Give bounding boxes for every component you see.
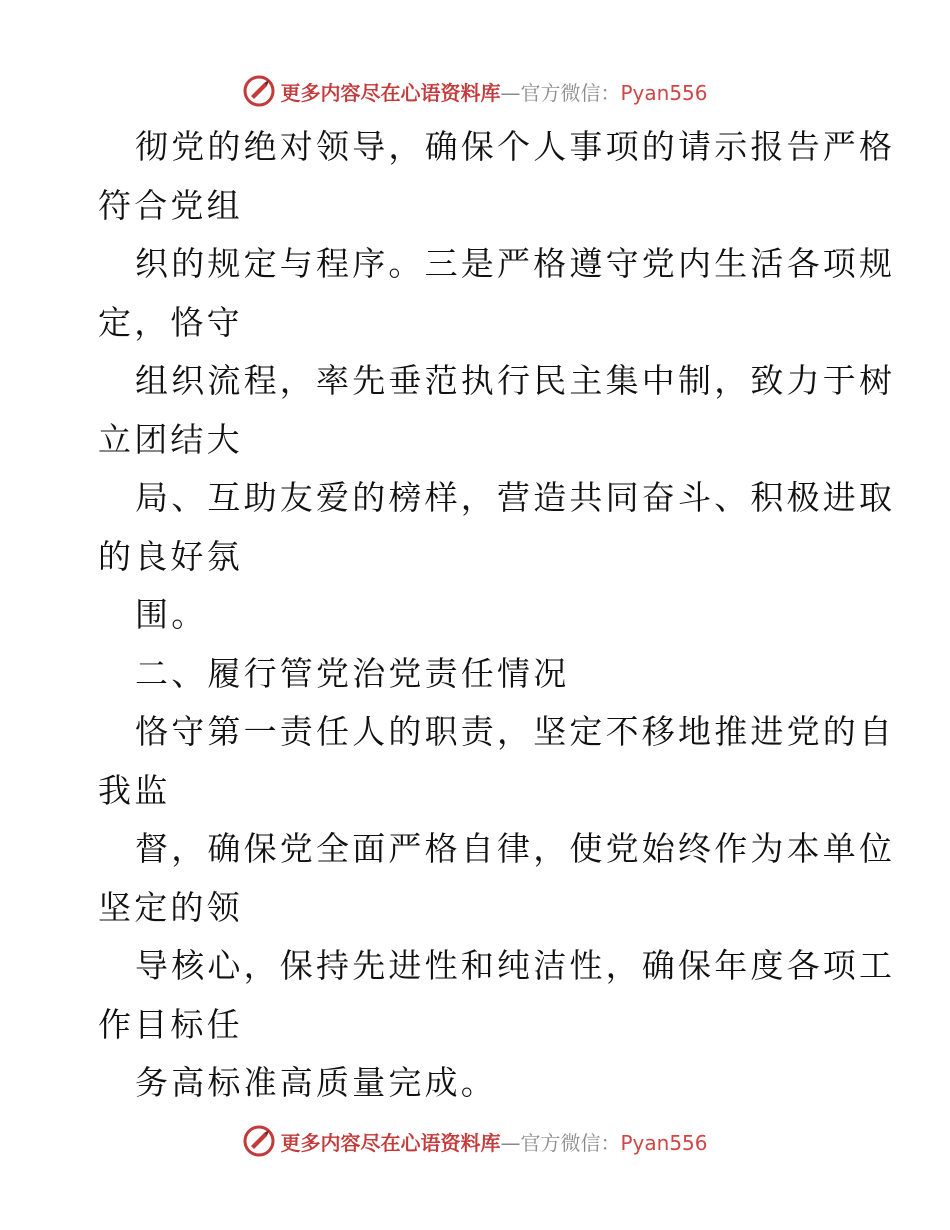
text-line: 围。 — [135, 595, 208, 634]
text-line: 务高标准高质量完成。 — [135, 1063, 497, 1102]
text-line: 作目标任 — [98, 1005, 243, 1044]
watermark-label: 官方微信： — [520, 1130, 621, 1155]
text-line: 立团结大 — [98, 420, 243, 459]
footer-watermark — [0, 1121, 950, 1161]
brand-logo-icon — [242, 1124, 276, 1158]
text-line: 督，确保党全面严格自律，使党始终作为本单位 — [135, 829, 896, 868]
text-line: 坚定的领 — [98, 888, 243, 927]
text-line: 导核心，保持先进性和纯洁性，确保年度各项工 — [135, 946, 896, 985]
watermark-brand: 更多内容尽在心语资料库 — [280, 80, 501, 105]
text-line: 的良好氛 — [98, 537, 243, 576]
watermark-wechat-id: Pyan556 — [620, 80, 708, 105]
text-line: 织的规定与程序。三是严格遵守党内生活各项规 — [135, 244, 896, 283]
watermark-text — [280, 77, 707, 106]
brand-logo-icon — [242, 74, 276, 108]
watermark-brand: 更多内容尽在心语资料库 — [280, 1130, 501, 1155]
text-line: 局、互助友爱的榜样，营造共同奋斗、积极进取 — [135, 478, 896, 517]
text-line: 定，恪守 — [98, 303, 243, 342]
text-line: 组织流程，率先垂范执行民主集中制，致力于树 — [135, 361, 896, 400]
watermark-label: 官方微信： — [520, 80, 621, 105]
text-line: 彻党的绝对领导，确保个人事项的请示报告严格 — [135, 127, 896, 166]
watermark-text — [280, 1127, 707, 1156]
section-heading: 二、履行管党治党责任情况 — [135, 654, 570, 693]
text-line: 符合党组 — [98, 186, 243, 225]
watermark-wechat-id: Pyan556 — [620, 1130, 708, 1155]
text-line: 恪守第一责任人的职责，坚定不移地推进党的自 — [135, 712, 896, 751]
watermark-separator: — — [500, 80, 521, 105]
header-watermark — [0, 71, 950, 111]
text-line: 我监 — [98, 771, 171, 810]
watermark-separator: — — [500, 1130, 521, 1155]
